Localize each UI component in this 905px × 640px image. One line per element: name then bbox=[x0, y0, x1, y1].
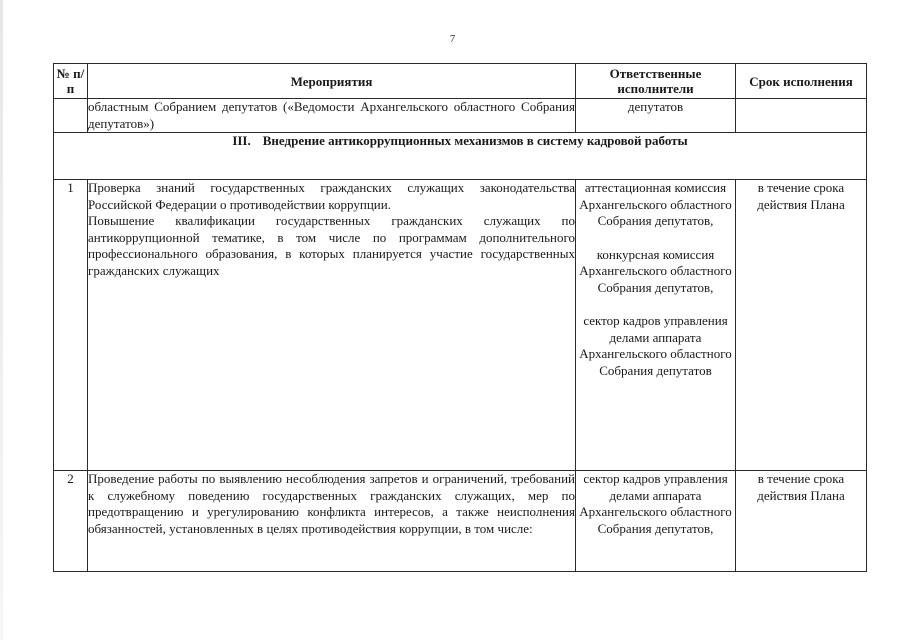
continued-deadline bbox=[736, 99, 867, 133]
table-row bbox=[54, 180, 867, 471]
plan-table bbox=[53, 63, 867, 572]
table-header-row bbox=[54, 64, 867, 99]
table-row bbox=[54, 471, 867, 572]
row-responsible bbox=[576, 180, 736, 471]
responsible-entry: сектор кадров управления делами аппарата Архангельского областного Собрания депутатов bbox=[579, 313, 732, 378]
header-num: № п/п bbox=[54, 64, 88, 99]
row-deadline: в течение срока действия Плана bbox=[736, 180, 867, 471]
responsible-entry: аттестационная комиссия Архангельского областного Собрания депутатов, bbox=[579, 180, 732, 228]
continued-event: областным Собранием депутатов («Ведомости Архангельского областного Собрания депутатов») bbox=[88, 99, 575, 131]
row-event bbox=[88, 180, 576, 471]
row-responsible bbox=[576, 471, 736, 572]
section-heading bbox=[54, 133, 867, 180]
page-number: 7 bbox=[449, 33, 456, 45]
row-number: 2 bbox=[54, 471, 88, 572]
event-paragraph: Проведение работы по выявлению несоблюдения запретов и ограничений, требований к служебному поведению государственных гражданских служащих, мер по предотвращению и урегулированию конфликта интересов, а также неисполнения обязанностей, установленных в целях противодействия коррупции, в том числе: bbox=[88, 471, 575, 536]
row-deadline: в течение срока действия Плана bbox=[736, 471, 867, 572]
section-row bbox=[54, 133, 867, 180]
continued-responsible: депутатов bbox=[576, 99, 736, 133]
responsible-entry: сектор кадров управления делами аппарата Архангельского областного Собрания депутатов, bbox=[579, 471, 732, 536]
row-number: 1 bbox=[54, 180, 88, 471]
header-event: Мероприятия bbox=[88, 64, 576, 99]
responsible-entry: конкурсная комиссия Архангельского областного Собрания депутатов, bbox=[579, 246, 732, 295]
header-deadline: Срок исполнения bbox=[736, 64, 867, 99]
event-paragraph: Проверка знаний государственных гражданских служащих законодательства Российской Федерации о противодействии коррупции. bbox=[88, 180, 575, 212]
row-event bbox=[88, 471, 576, 572]
section-number: III. bbox=[232, 133, 251, 148]
scan-edge bbox=[0, 0, 3, 640]
section-title: Внедрение антикоррупционных механизмов в систему кадровой работы bbox=[262, 133, 688, 148]
continued-num bbox=[54, 99, 88, 133]
event-paragraph: Повышение квалификации государственных гражданских служащих по антикоррупционной тематике, в том числе по программам дополнительного профессионального образования, в которых планируется участие государственных гражданских служащих bbox=[88, 213, 575, 278]
header-responsible: Ответственные исполнители bbox=[576, 64, 736, 99]
continued-row bbox=[54, 99, 867, 133]
